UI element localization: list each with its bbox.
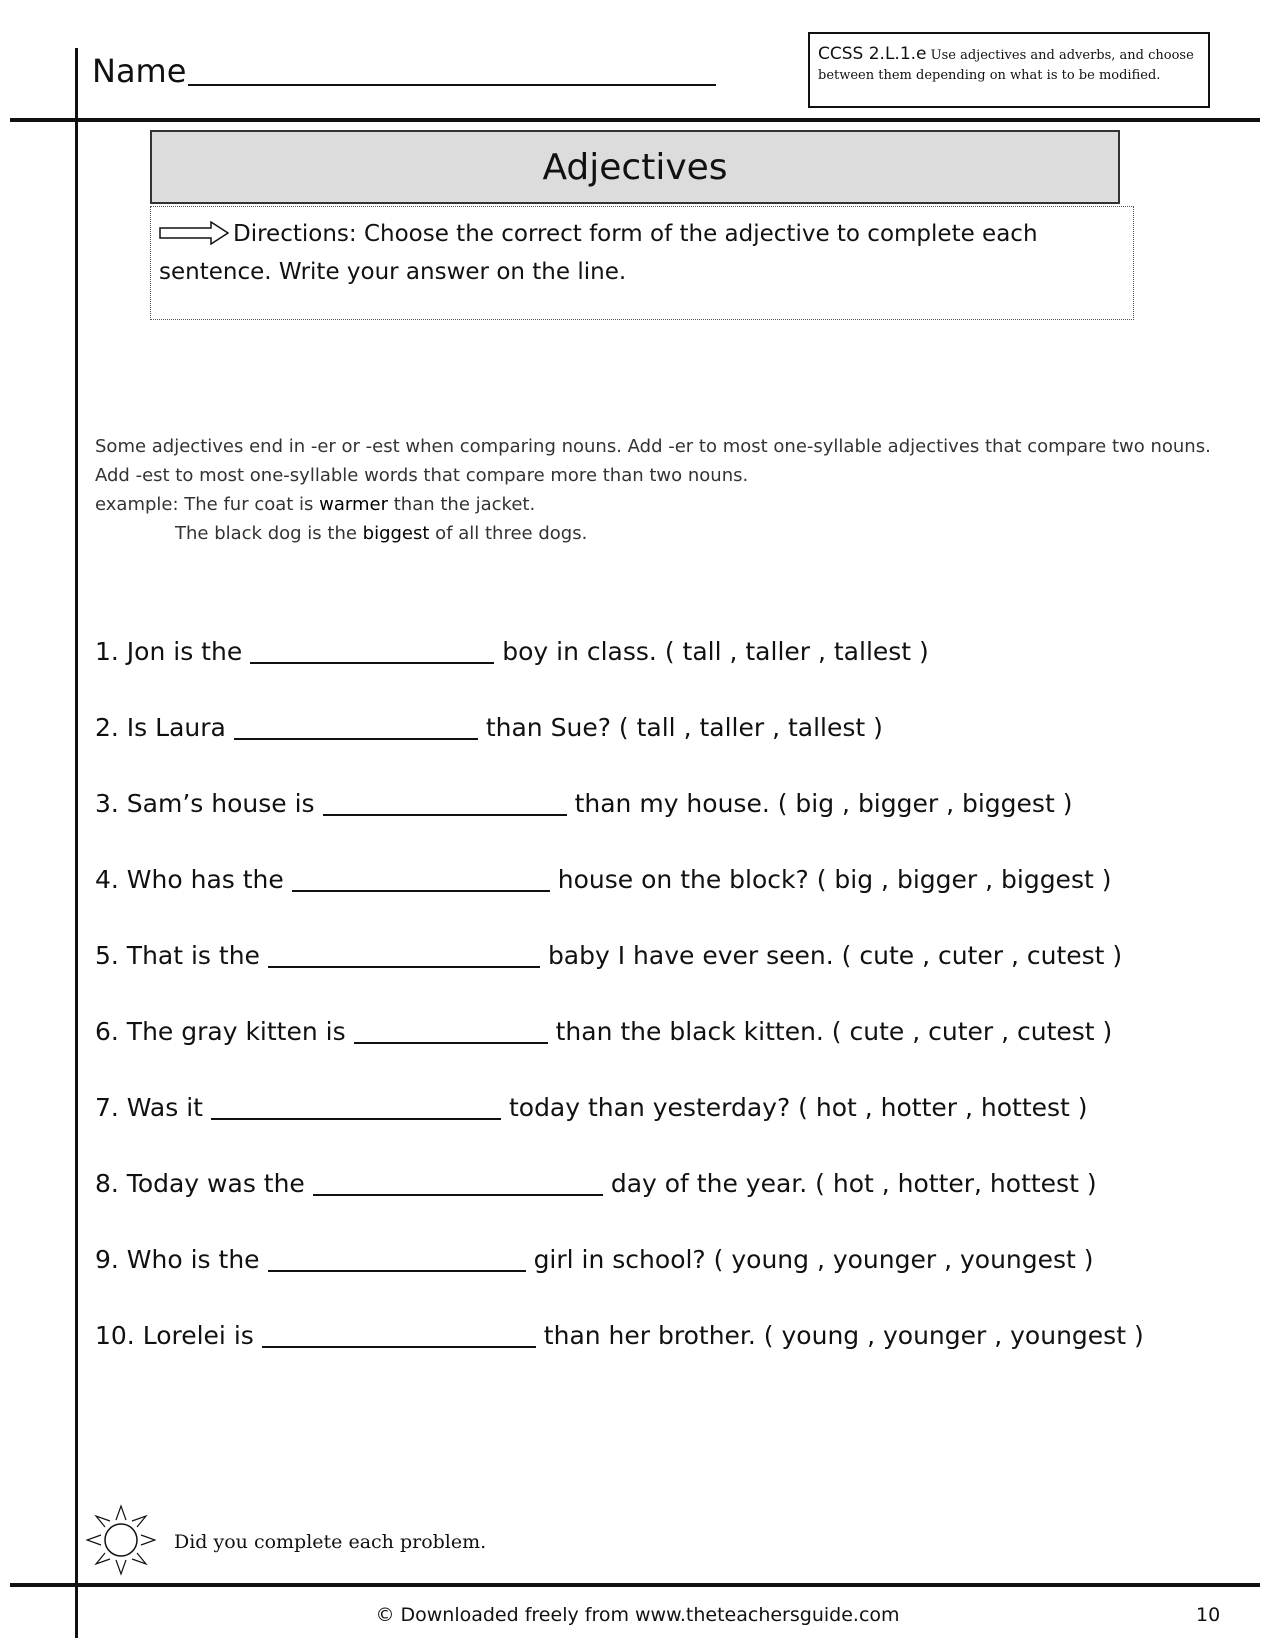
intro-text (95, 432, 1245, 548)
question-text-before: 5. That is the (95, 941, 260, 970)
answer-blank[interactable] (292, 860, 550, 892)
question-6 (95, 1012, 1255, 1088)
answer-blank[interactable] (262, 1316, 536, 1348)
example-1-word: warmer (319, 494, 389, 515)
question-text-before: 6. The gray kitten is (95, 1017, 346, 1046)
example-1 (95, 490, 1245, 519)
question-text-after: than her brother. ( young , younger , youngest ) (543, 1321, 1144, 1350)
question-text-after: than the black kitten. ( cute , cuter , cutest ) (555, 1017, 1113, 1046)
page-title (150, 130, 1120, 204)
question-text-after: house on the block? ( big , bigger , biggest ) (557, 865, 1112, 894)
example-2-prefix: The black dog is the (175, 523, 363, 544)
answer-blank[interactable] (234, 708, 478, 740)
standard-text: Use adjectives and adverbs, and choose between them depending on what is to be modified. (818, 48, 1194, 83)
answer-blank[interactable] (354, 1012, 548, 1044)
answer-blank[interactable] (250, 632, 494, 664)
sun-icon (86, 1500, 156, 1584)
intro-line-2: Add -est to most one-syllable words that compare more than two nouns. (95, 465, 749, 486)
directions-box (150, 206, 1134, 320)
example-2 (95, 519, 1245, 548)
question-text-before: 4. Who has the (95, 865, 284, 894)
example-2-suffix: of all three dogs. (429, 523, 588, 544)
arrow-right-icon (159, 221, 229, 255)
standard-code: CCSS 2.L.1.e (818, 44, 927, 64)
answer-blank[interactable] (313, 1164, 603, 1196)
left-margin-rule (75, 48, 78, 1638)
question-text-after: today than yesterday? ( hot , hotter , hottest ) (508, 1093, 1088, 1122)
question-text-after: baby I have ever seen. ( cute , cuter , cutest ) (547, 941, 1123, 970)
question-8 (95, 1164, 1255, 1240)
question-text-before: 7. Was it (95, 1093, 203, 1122)
example-1-suffix: than the jacket. (388, 494, 536, 515)
question-3 (95, 784, 1255, 860)
question-1 (95, 632, 1255, 708)
question-10 (95, 1316, 1255, 1392)
question-text-after: day of the year. ( hot , hotter, hottest ) (610, 1169, 1097, 1198)
question-text-before: 2. Is Laura (95, 713, 226, 742)
question-text-after: boy in class. ( tall , taller , tallest ) (502, 637, 929, 666)
completion-check-text: Did you complete each problem. (174, 1531, 487, 1553)
question-text-before: 3. Sam’s house is (95, 789, 315, 818)
page-number: 10 (1196, 1604, 1221, 1626)
copyright-notice: © Downloaded freely from www.theteachersguide.com (375, 1604, 900, 1626)
standard-box (808, 32, 1210, 108)
question-list (95, 632, 1255, 1392)
name-line[interactable] (188, 84, 716, 86)
question-text-before: 9. Who is the (95, 1245, 260, 1274)
question-text-before: 8. Today was the (95, 1169, 305, 1198)
answer-blank[interactable] (211, 1088, 501, 1120)
page-title-text: Adjectives (542, 146, 728, 188)
question-7 (95, 1088, 1255, 1164)
example-2-word: biggest (362, 523, 430, 544)
answer-blank[interactable] (268, 936, 540, 968)
completion-check (86, 1500, 486, 1584)
question-text-before: 10. Lorelei is (95, 1321, 254, 1350)
question-9 (95, 1240, 1255, 1316)
question-5 (95, 936, 1255, 1012)
question-text-after: than my house. ( big , bigger , biggest ) (574, 789, 1073, 818)
question-4 (95, 860, 1255, 936)
directions-text: Directions: Choose the correct form of the adjective to complete each sentence. Write your answer on the line. (159, 221, 1038, 285)
question-text-after: girl in school? ( young , younger , youngest ) (533, 1245, 1094, 1274)
answer-blank[interactable] (323, 784, 567, 816)
question-text-before: 1. Jon is the (95, 637, 243, 666)
example-1-prefix: example: The fur coat is (95, 494, 320, 515)
question-2 (95, 708, 1255, 784)
question-text-after: than Sue? ( tall , taller , tallest ) (485, 713, 883, 742)
intro-line-1: Some adjectives end in -er or -est when comparing nouns. Add -er to most one-syllable adjectives that compare two nouns. (95, 436, 1211, 457)
header-rule (10, 118, 1260, 122)
answer-blank[interactable] (268, 1240, 526, 1272)
name-field (92, 52, 716, 90)
name-label: Name (92, 52, 187, 90)
